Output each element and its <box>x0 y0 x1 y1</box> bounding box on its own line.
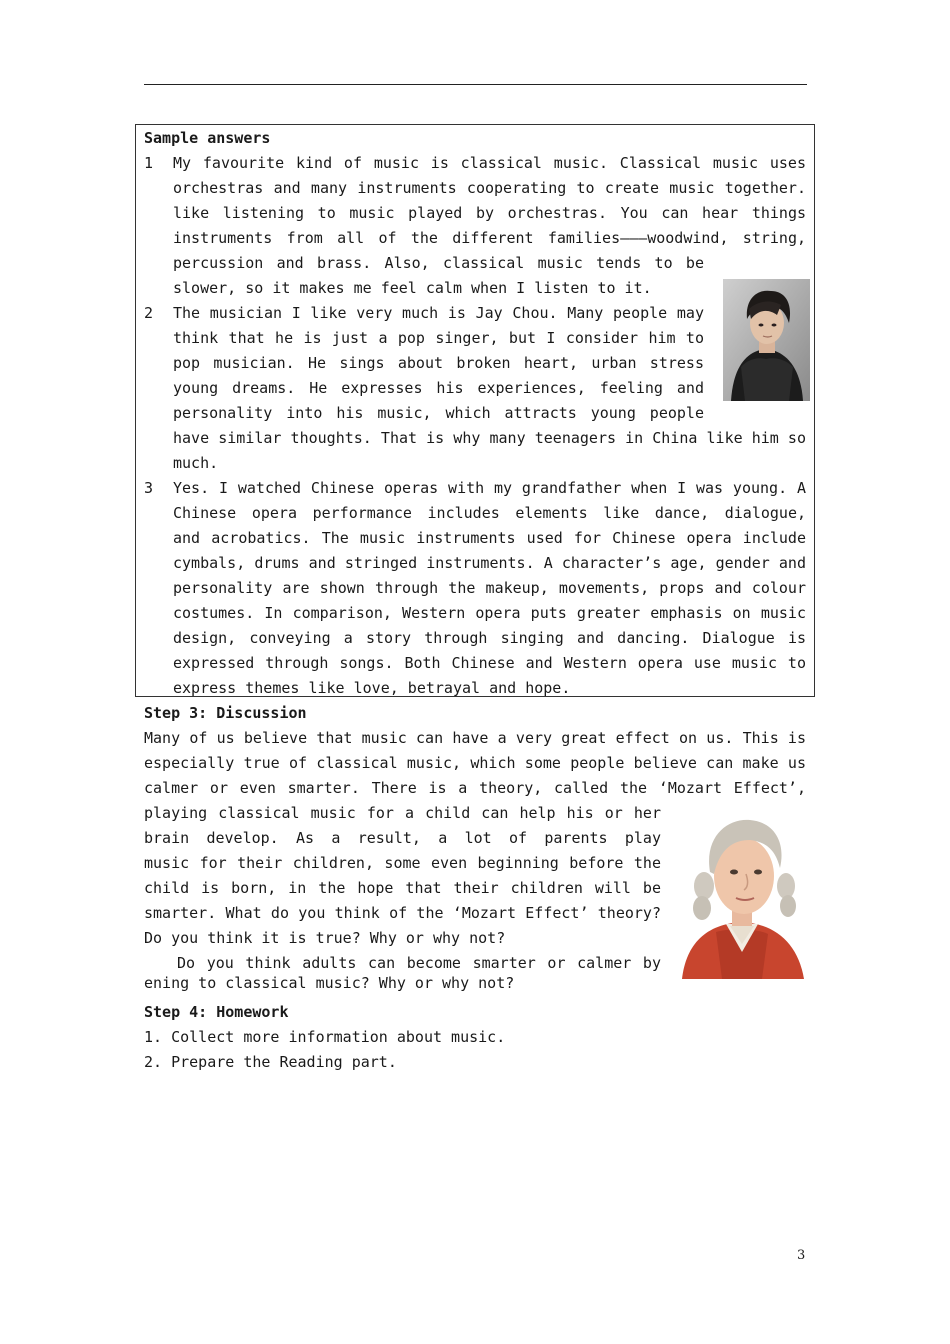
homework-item: 1. Collect more information about music. <box>144 1028 506 1046</box>
page-number: 3 <box>797 1248 806 1263</box>
step3-line: smarter. What do you think of the ‘Mozart Effect’ theory? <box>144 904 661 922</box>
header-rule <box>144 84 807 85</box>
step3-line: music for their children, some even beginning before the <box>144 854 661 872</box>
step3-line: especially true of classical music, which some people believe can make us <box>144 754 806 772</box>
item-1-line: slower, so it makes me feel calm when I listen to it. <box>173 279 652 297</box>
jay-chou-photo <box>723 279 810 401</box>
step3-line: ening to classical music? Why or why not? <box>144 974 515 992</box>
item-3-line: design, conveying a story through singing and dancing. Dialogue is <box>173 629 806 647</box>
item-3-line: and acrobatics. The music instruments used for Chinese opera include <box>173 529 806 547</box>
item-1-line: orchestras and many instruments cooperating to create music together. <box>173 179 806 197</box>
item-2-line: personality into his music, which attracts young people <box>173 404 704 422</box>
item-number: 1 <box>144 154 154 172</box>
item-3-line: personality are shown through the makeup, movements, props and colour <box>173 579 806 597</box>
step3-line: Do you think it is true? Why or why not? <box>144 929 506 947</box>
item-2-line: The musician I like very much is Jay Chou. Many people may <box>173 304 704 322</box>
item-1-line: percussion and brass. Also, classical music tends to be <box>173 254 704 272</box>
step3-line: Many of us believe that music can have a very great effect on us. This is <box>144 729 806 747</box>
step3-line: brain develop. As a result, a lot of parents play <box>144 829 661 847</box>
item-2-line: much. <box>173 454 219 472</box>
item-3-line: Yes. I watched Chinese operas with my grandfather when I was young. A <box>173 479 806 497</box>
item-1-line: My favourite kind of music is classical music. Classical music uses <box>173 154 806 172</box>
sample-answers-heading: Sample answers <box>144 129 271 147</box>
item-3-line: express themes like love, betrayal and hope. <box>173 679 571 697</box>
item-3-line: costumes. In comparison, Western opera puts greater emphasis on music <box>173 604 806 622</box>
item-3-line: cymbals, drums and stringed instruments. A character’s age, gender and <box>173 554 806 572</box>
item-3-line: expressed through songs. Both Chinese and Western opera use music to <box>173 654 806 672</box>
item-3-line: Chinese opera performance includes elements like dance, dialogue, <box>173 504 806 522</box>
mozart-portrait <box>676 812 807 979</box>
item-2-line: pop musician. He sings about broken heart, urban stress <box>173 354 704 372</box>
step3-line: child is born, in the hope that their children will be <box>144 879 661 897</box>
item-2-line: think that he is just a pop singer, but I consider him to <box>173 329 704 347</box>
item-1-line: like listening to music played by orchestras. You can hear things <box>173 204 806 222</box>
item-2-line: have similar thoughts. That is why many teenagers in China like him so <box>173 429 806 447</box>
step3-line: Do you think adults can become smarter or calmer by <box>177 954 661 972</box>
item-1-line: instruments from all of the different families———woodwind, string, <box>173 229 806 247</box>
step4-heading: Step 4: Homework <box>144 1003 289 1021</box>
step3-line: calmer or even smarter. There is a theory, called the ‘Mozart Effect’, <box>144 779 806 797</box>
step3-heading: Step 3: Discussion <box>144 704 307 722</box>
item-2-line: young dreams. He expresses his experiences, feeling and <box>173 379 704 397</box>
item-number: 2 <box>144 304 154 322</box>
homework-item: 2. Prepare the Reading part. <box>144 1053 397 1071</box>
item-number: 3 <box>144 479 154 497</box>
step3-line: playing classical music for a child can help his or her <box>144 804 661 822</box>
